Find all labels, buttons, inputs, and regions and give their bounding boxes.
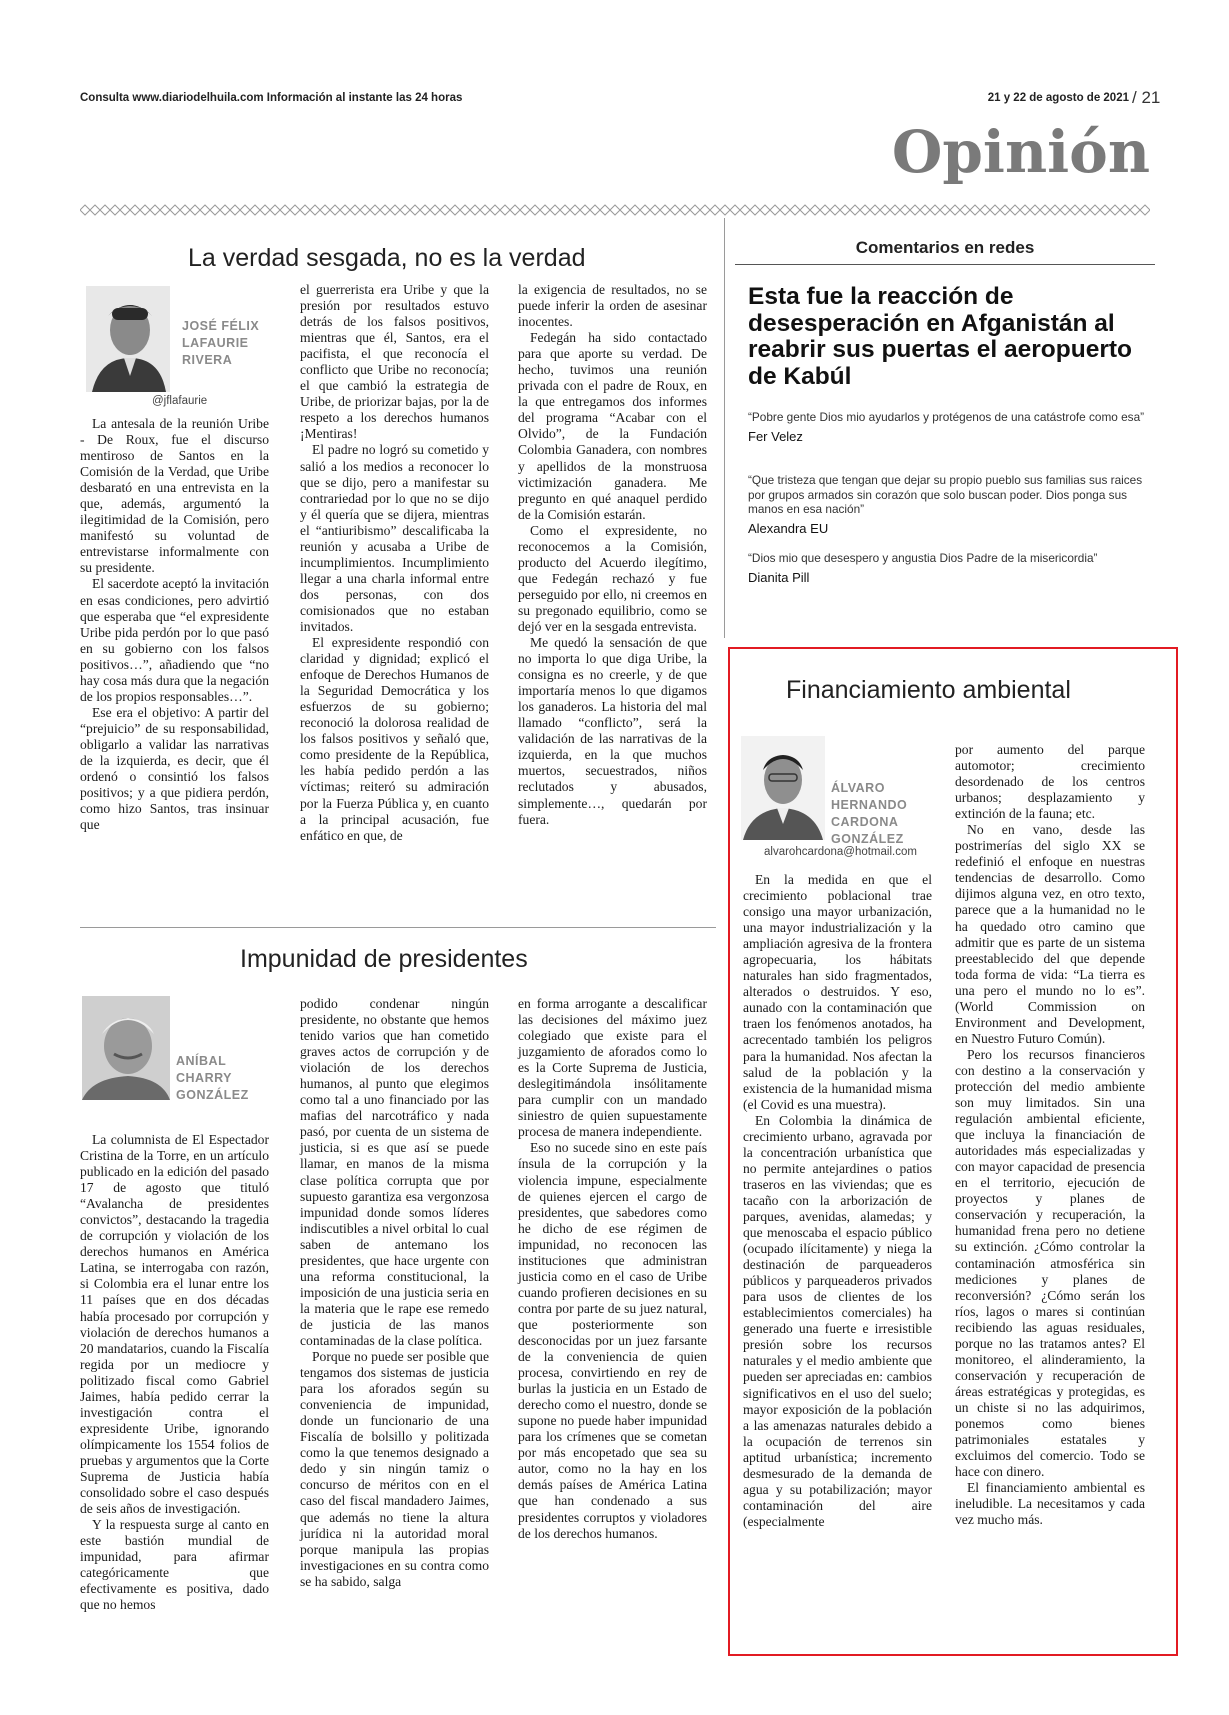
article1-author: JOSÉ FÉLIX LAFAURIE RIVERA <box>182 319 260 367</box>
article2-column-3: en forma arrogante a descalificar las decisiones del máximo juez colegiado que existe para el juzgamiento de aforados como lo es la Corte Suprema de Justicia, deslegitimándola insólitamente para cumplir con un mandado siniestro de quien supuestamente procesa de manera independiente. Eso no sucede sino en este país ínsula de la corrupción y la violencia impune, especialmente de quienes ejercen el cargo de presidentes, que sabedores como he dicho de ese régimen de impunidad, no reconocen las instituciones que administran justicia como en el caso de Uribe cuando profieren decisiones en su contra por parte de su juez natural, que posteriormente son desconocidas por un juez farsante de la conveniencia de quien procesa, convirtiendo en rey de burlas la justicia en un Estado de derecho como el nuestro, donde se supone no puede haber impunidad para los crímenes que se cometan por más encopetado que sea su autor, como no la hay en los demás países de América Latina que han condenado a sus presidentes corruptos y violadores de los derechos humanos. <box>518 996 707 1541</box>
article1-column-3: la exigencia de resultados, no se puede inferir la orden de asesinar inocentes. Fedegán ha sido contactado para que aporte su verdad. De hecho, tuvimos una reunión privada con el padre de Roux, en la que entregamos dos informes del programa “Acabar con el Olvido”, de la Fundación Colombia Ganadera, con nombres y apellidos de la monstruosa victimización ganadera. Me pregunto en qué anaquel perdido de la Comisión estarán. Como el expresidente, no reconocemos a la Comisión, producto del Acuerdo ilegítimo, que Fedegán rechazó y fue perseguido por ello, ni creemos en su pregonado equilibrio, como se dejó ver en la sesgada entrevista. Me quedó la sensación de que no importa lo que diga Uribe, la consigna es no creerle, y de que importaría menos lo que digamos los ganaderos. La historia del mal llamado “conflicto”, será la validación de las narrativas de la izquierda, en la que muchos muertos, secuestrados, niños reclutados y abusados, simplemente…, quedarán por fuera. <box>518 282 707 827</box>
sidebar-divider <box>724 218 725 638</box>
site-url[interactable]: www.diariodelhuila.com <box>132 92 264 104</box>
author-photo-lafaurie <box>86 286 170 392</box>
comment-item: “Que tristeza que tengan que dejar su propio pueblo sus familias sus raices por grupos armados sin corazón que solo buscan poder. Dios ponga sus manos en esa nación” Alexandra EU <box>748 473 1148 536</box>
article-divider <box>80 927 716 928</box>
sidebar-headline[interactable]: Esta fue la reacción de desesperación en Afganistán al reabrir sus puertas el aeropuerto de Kabúl <box>748 283 1132 390</box>
comment-author: Dianita Pill <box>748 569 810 585</box>
article1-headline: La verdad sesgada, no es la verdad <box>188 244 586 272</box>
comment-author: Fer Velez <box>748 428 803 444</box>
article1-column-2: el guerrerista era Uribe y que la presión por resultados estuvo detrás de los falsos positivos, mientras que él, Santos, era el pacifista, el que reconocía el conflicto que Uribe no reconocía; el que cambió la estrategia de Uribe, de priorizar bajas, por la de respeto a los derechos humanos ¡Mentiras! El padre no logró su cometido y salió a los medios a reconocer lo que se dijo, pero a manifestar su contrariedad por lo que no se dijo y él quería que se dijera, mientras el “antiuribismo” descalificaba la reunión y acusaba a Uribe de incumplimientos. Incumplimiento llegar a una charla informal entre dos personas, con dos comisionados que no estaban invitados. El expresidente respondió con claridad y dignidad; explicó el enfoque de Derechos Humanos de la Seguridad Democrática y los esfuerzos de su gobierno; reconoció la dolorosa realidad de los falsos positivos y señaló que, como presidente de la República, les había pedido perdón a las víctimas; reiteró su admiración por la Fuerza Pública y, en cuanto a la principal acusación, fue enfático en que, de <box>300 282 489 843</box>
author-photo-charry <box>82 996 170 1100</box>
article3-headline: Financiamiento ambiental <box>786 676 1071 704</box>
comment-item: “Dios mio que desespero y angustia Dios Padre de la misericordia” Dianita Pill <box>748 551 1148 585</box>
author-twitter-handle[interactable]: @jflafaurie <box>152 395 208 407</box>
sidebar-title-rule <box>735 264 1155 265</box>
article3-column-2: por aumento del parque automotor; crecimiento desordenado de los centros urbanos; desplazamiento y extinción de la fauna; etc. No en vano, desde las postrimerías del siglo XX se redefinió el enfoque en nuestras tendencias de desarrollo. Como dijimos alguna vez, en otro texto, parece que a la humanidad no le ha quedado otro camino que admitir que es parte de un sistema preestablecido del que depende toda forma de vida: “La tierra es una pero el mundo no lo es”. (World Commission on Environment and Development, en Nuestro Futuro Común). Pero los recursos financieros con destino a la conservación y protección del medio ambiente son muy limitados. Sin una regulación ambiental eficiente, que incluya la financiación de autoridades más especializadas y con mayor capacidad de presencia en el territorio, ejecución de proyectos y planes de conservación y recuperación, la humanidad frena pero no detiene su extinción. ¿Cómo controlar la contaminación atmosférica sin mediciones y planes de reconversión? ¿Cómo serán los ríos, lagos o mares si continúan recibiendo las aguas residuales, porque no las tratamos antes? El monitoreo, el alinderamiento, la conservación y recuperación de áreas estratégicas y protegidas, es un chiste si no las adquirimos, ponemos como bienes patrimoniales estatales y excluimos del comercio. Todo se hace con dinero. El financiamiento ambiental es ineludible. La necesitamos y cada vez mucho más. <box>955 742 1145 1528</box>
author-photo-cardona <box>741 736 825 840</box>
sidebar-title: Comentarios en redes <box>855 238 1035 257</box>
comment-author: Alexandra EU <box>748 520 829 536</box>
article2-author: ANÍBAL CHARRY GONZÁLEZ <box>176 1054 249 1102</box>
article2-column-2: podido condenar ningún presidente, no obstante que hemos tenido varios que han cometido graves actos de corrupción y de violación de los derechos humanos, al punto que elegimos como tal a uno financiado por las mafias del narcotráfico y nada pasó, por cuenta de un sistema de justicia, si es que así se puede llamar, en manos de la misma clase política corrupta que por supuesto garantiza esa vergonzosa impunidad donde somos líderes indiscutibles a nivel orbital lo cual saben de antemano los presidentes, que hace urgente con una reforma constitucional, la imposición de una justicia seria en la materia que le rape ese remedo de justicia de las manos contaminadas de la clase política. Porque no puede ser posible que tengamos dos sistemas de justicia para los aforados según su conveniencia de impunidad, donde un funcionario de una Fiscalía de bolsillo y politizada como la que tenemos designado a dedo y sin ningún tamiz o concurso de méritos con en el caso del fiscal mandadero Jaimes, que además no tiene la altura jurídica ni la autoridad moral porque manipula las propias investigaciones en su contra como se ha sabido, salga <box>300 996 489 1589</box>
issue-date: 21 y 22 de agosto de 2021 <box>987 92 1129 104</box>
article3-column-1: En la medida en que el crecimiento poblacional trae consigo una mayor urbanización, una mayor industrialización y la ampliación agresiva de la frontera agropecuaria, los hábitats naturales han sido fragmentados, alterados o destruidos. Y eso, aunado con la contaminación que traen los fenómenos anotados, ha acrecentado también los peligros para la humanidad. Nos afectan la salud de la población y la existencia de la humanidad misma (el Covid es una muestra). En Colombia la dinámica de crecimiento urbano, agravada por la concentración urbanística que no permite antejardines o patios traseros en las viviendas; que es tacaño con la arborización de parques, avenidas, alamedas; y que menoscaba el espacio público (ocupado ilícitamente) y niega la destinación de parqueaderos públicos y parqueaderos privados para usos de clientes de los establecimientos comerciales) ha generado una fuerte e irresistible presión sobre los recursos naturales y el medio ambiente que pueden ser apreciadas en: cambios significativos en el uso del suelo; mayor exposición de la población a las amenazas naturales debido a la ocupación de terrenos sin aptitud urbanística; incremento desmesurado de la demanda de agua y su potabilización; mayor contaminación del aire (especialmente <box>743 872 932 1529</box>
author-email[interactable]: alvarohcardona@hotmail.com <box>764 846 917 858</box>
article1-column-1: La antesala de la reunión Uribe - De Roux, fue el discurso mentiroso de Santos en la Comisión de la Verdad, que Uribe desbarató en una entrevista en la que, además, argumentó la ilegitimidad de la Comisión, pero manifestó su voluntad de entrevistarse informalmente con su presidente. El sacerdote aceptó la invitación en esas condiciones, pero advirtió que esperaba que “el expresidente Uribe pida perdón por lo que pasó en su gobierno con los falsos positivos…”, añadiendo que “no hay cosa más dura que la negación de los propios responsables…”. Ese era el objetivo: A partir del “prejuicio” de su responsabilidad, obligarlo a validar las narrativas de la izquierda, es decir, que él ordenó o consintió los falsos positivos; y a que pidiera perdón, como hizo Santos, tras insinuar que <box>80 416 269 833</box>
page-number: / 21 <box>1132 88 1161 107</box>
article3-author: ÁLVARO HERNANDO CARDONA GONZÁLEZ <box>831 781 908 846</box>
article2-headline: Impunidad de presidentes <box>240 945 528 973</box>
article2-column-1: La columnista de El Espectador Cristina de la Torre, en un artículo publicado en la edición del pasado 17 de agosto que tituló “Avalancha de presidentes convictos”, destacando la tragedia de corrupción y violación de los derechos humanos en América Latina, se interrogaba con razón, si Colombia era el lunar entre los 11 países que en dos décadas había procesado por corrupción y violación de derechos humanos a 20 mandatarios, cuando la Fiscalía regida por un mediocre y politizado fiscal como Gabriel Jaimes, había pedido cerrar la investigación contra el expresidente Uribe, ignorando olímpicamente los 1554 folios de pruebas y argumentos que la Corte Suprema de Justicia había consolidado sobre el caso después de seis años de investigación. Y la respuesta surge al canto en este bastión mundial de impunidad, para afirmar categóricamente que efectivamente es positiva, dado que no hemos <box>80 1132 269 1613</box>
comment-item: “Pobre gente Dios mio ayudarlos y protégenos de una catástrofe como esa” Fer Velez <box>748 410 1148 444</box>
section-title: Opinión <box>891 118 1150 186</box>
decorative-border <box>80 203 1150 217</box>
header-tagline: Consulta www.diariodelhuila.com Información al instante las 24 horas <box>80 92 463 104</box>
